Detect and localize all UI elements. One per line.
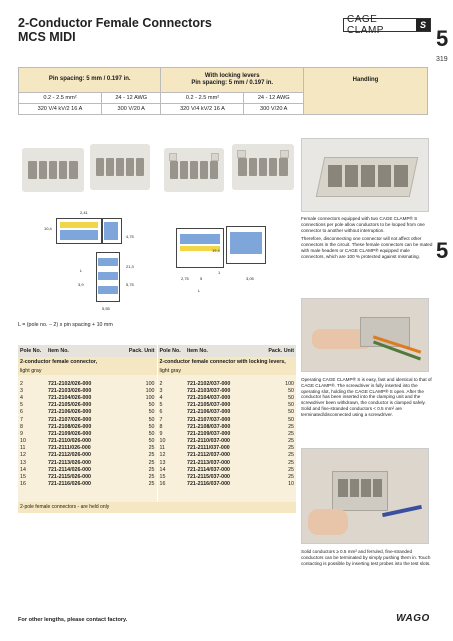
item-no-cell: 721-2102/037-000 [185,380,251,387]
pack-unit-cell: 25 [112,445,157,452]
item-number-table [18,345,296,513]
pack-unit-cell: 100 [112,387,157,394]
wago-logo: WAGO [396,613,430,624]
pack-unit-cell: 25 [251,430,296,437]
pack-unit-cell: 100 [112,394,157,401]
pole-no-cell: 15 [157,473,185,480]
pole-no-cell: 10 [157,438,185,445]
table-row [18,430,296,437]
pack-unit-cell: 50 [251,409,296,416]
item-no-cell: 721-2116/026-000 [46,481,112,488]
pole-no-cell: 11 [157,445,185,452]
pack-unit-cell: 50 [251,394,296,401]
dimension-label: 5 [200,276,203,281]
pole-no-cell: 8 [157,423,185,430]
pole-no-cell: 2 [18,380,46,387]
spec-cell: 300 V/20 A [101,104,161,115]
pole-no-cell: 12 [18,452,46,459]
item-no-cell: 721-2104/037-000 [185,394,251,401]
item-no-cell: 721-2114/026-000 [46,466,112,473]
item-no-cell: 721-2108/026-000 [46,423,112,430]
item-no-cell: 721-2113/026-000 [46,459,112,466]
spec-head-locking [161,68,304,93]
dimension-label: 5,55 [102,306,110,311]
dimension-label: L [198,288,201,293]
col-head-pole: Pole No. [157,345,185,357]
handling-paragraph: Solid conductors ≥ 0.5 mm² and ferruled, fine-stranded conductors can be terminated by simply pushing them in. Touch contacting is possible by inserting test probes into the test slots. [301,549,431,566]
item-no-cell: 721-2103/026-000 [46,387,112,394]
col-head-item: Item No. [185,345,251,357]
pole-no-cell: 3 [157,387,185,394]
spec-cell: 0.2 - 2.5 mm² [19,93,102,104]
spec-cell: 320 V/4 kV/2 16 A [19,104,102,115]
logo-text: CAGE CLAMP [347,14,384,36]
pack-unit-cell: 50 [112,409,157,416]
pack-unit-cell: 50 [112,416,157,423]
col-head-pole: Pole No. [18,345,46,357]
item-no-cell: 721-2108/037-000 [185,423,251,430]
page-title [18,16,212,44]
item-no-cell: 721-2105/026-000 [46,402,112,409]
item-no-cell: 721-2113/037-000 [185,459,251,466]
logo-badge: S [416,19,430,31]
dimension-label: 2,75 [181,276,189,281]
table-row [18,459,296,466]
col-head-item: Item No. [46,345,112,357]
pole-no-cell: 16 [18,481,46,488]
dimension-label: 4,75 [126,234,134,239]
item-no-cell: 721-2112/037-000 [185,452,251,459]
spec-head-locking-line2: Pin spacing: 5 mm / 0.197 in. [191,80,274,86]
table-row [18,466,296,473]
spec-cell: 300 V/20 A [244,104,304,115]
left-subheading-color: light gray [18,366,157,375]
handling-text-1 [301,216,433,263]
pack-unit-cell: 25 [112,452,157,459]
pole-no-cell: 15 [18,473,46,480]
pole-no-cell: 13 [18,459,46,466]
item-no-cell: 721-2109/026-000 [46,430,112,437]
table-row [18,387,296,394]
pole-no-cell: 3 [18,387,46,394]
handling-paragraph: Therefore, disconnecting one connector will not affect other connectors in the circuit. These female connectors can be mated with male headers or CAGE CLAMP® equipped male connectors, which are 100 % protected against mismating. [301,236,433,259]
title-line-2: MCS MIDI [18,30,76,44]
pole-no-cell: 14 [157,466,185,473]
handling-photo-looping [301,138,429,212]
dimension-label: 10,4 [44,226,52,231]
right-subheading-color: light gray [157,366,296,375]
item-no-cell: 721-2102/026-000 [46,380,112,387]
item-no-cell: 721-2103/037-000 [185,387,251,394]
pole-no-cell: 10 [18,438,46,445]
pack-unit-cell: 10 [251,481,296,488]
table-row [18,438,296,445]
pack-unit-cell: 50 [112,402,157,409]
pole-no-cell: 11 [18,445,46,452]
handling-photo-push-in [301,448,429,544]
item-no-cell: 721-2114/037-000 [185,466,251,473]
pole-no-cell: 6 [18,409,46,416]
spec-cell: 320 V/4 kV/2 16 A [161,104,244,115]
col-head-pack: Pack. Unit [251,345,296,357]
pack-unit-cell: 50 [112,430,157,437]
item-no-cell: 721-2107/026-000 [46,416,112,423]
page-number: 319 [436,56,448,63]
dimension-label: 21,3 [126,264,134,269]
pack-unit-cell: 50 [112,438,157,445]
pole-no-cell: 7 [157,416,185,423]
pole-no-cell: 7 [18,416,46,423]
pack-unit-cell: 25 [112,481,157,488]
item-no-cell: 721-2111/026-000 [46,445,112,452]
items-table-footnote: 2-pole female connectors - are held only [18,502,296,513]
handling-paragraph: Operating CAGE CLAMP® S is easy, fast and identical to that of CAGE CLAMP®. The screwdriver is fully inserted into the operating slot, holding the CAGE CLAMP® S open. After the conductor has been inserted into the clamping unit and the screwdriver been withdrawn, the conductor is clamped safely. Solid and fine-stranded conductors < 0.5 mm² are terminated/disconnected using a screwdriver. [301,377,432,417]
pack-unit-cell: 50 [251,416,296,423]
item-no-cell: 721-2110/026-000 [46,438,112,445]
spec-head-handling: Handling [304,68,428,115]
product-photo-connector-1 [22,148,84,192]
item-no-cell: 721-2115/037-000 [185,473,251,480]
item-no-cell: 721-2109/037-000 [185,430,251,437]
pack-unit-cell: 25 [112,466,157,473]
dimension-label: 3,9 [78,282,84,287]
item-no-cell: 721-2105/037-000 [185,402,251,409]
table-row [18,473,296,480]
pack-unit-cell: 100 [251,380,296,387]
pack-unit-cell: 25 [251,473,296,480]
pack-unit-cell: 25 [251,459,296,466]
pack-unit-cell: 25 [112,473,157,480]
spec-head-locking-line1: With locking levers [204,72,260,79]
pack-unit-cell: 25 [251,438,296,445]
pole-no-cell: 5 [18,402,46,409]
spec-head-pin-spacing: Pin spacing: 5 mm / 0.197 in. [19,68,161,93]
dimension-label: L [80,268,83,273]
pack-unit-cell: 25 [251,445,296,452]
table-row [18,452,296,459]
table-row [18,445,296,452]
title-line-1: 2-Conductor Female Connectors [18,16,212,30]
dimension-label: 1 [218,270,221,275]
chapter-tab-number: 5 [436,238,449,263]
item-no-cell: 721-2106/026-000 [46,409,112,416]
pole-no-cell: 13 [157,459,185,466]
item-no-cell: 721-2104/026-000 [46,394,112,401]
handling-text-2 [301,377,433,421]
handling-text-3 [301,549,433,569]
item-no-cell: 721-2111/037-000 [185,445,251,452]
pack-unit-cell: 25 [251,466,296,473]
pole-no-cell: 4 [157,394,185,401]
pack-unit-cell: 25 [112,459,157,466]
pole-no-cell: 14 [18,466,46,473]
handling-paragraph: Female connectors equipped with two CAGE CLAMP® S connections per pole allow conductors to be looped from one connector to another without interruption. [301,216,425,233]
footer-note: For other lengths, please contact factory. [18,617,128,623]
dimension-label: 5,75 [126,282,134,287]
technical-drawing [18,198,293,316]
item-no-cell: 721-2110/037-000 [185,438,251,445]
spec-cell: 24 - 12 AWG [101,93,161,104]
table-row [18,423,296,430]
item-no-cell: 721-2106/037-000 [185,409,251,416]
dimension-label: 3,05 [246,276,254,281]
pole-no-cell: 9 [157,430,185,437]
table-row [18,402,296,409]
item-no-cell: 721-2116/037-000 [185,481,251,488]
item-no-cell: 721-2115/026-000 [46,473,112,480]
pack-unit-cell: 100 [112,380,157,387]
product-photo-connector-2 [90,144,150,190]
pole-no-cell: 9 [18,430,46,437]
spec-cell: 24 - 12 AWG [244,93,304,104]
pack-unit-cell: 25 [251,452,296,459]
handling-photo-screwdriver [301,298,429,372]
right-subheading: 2-conductor female connector with locking levers, [157,357,296,366]
pole-no-cell: 5 [157,402,185,409]
pole-no-cell: 12 [157,452,185,459]
col-head-pack: Pack. Unit [112,345,157,357]
spec-cell: 0.2 - 2.5 mm² [161,93,244,104]
pole-no-cell: 2 [157,380,185,387]
spec-table [18,67,428,115]
table-row [18,394,296,401]
table-row [18,416,296,423]
pack-unit-cell: 25 [251,423,296,430]
chapter-number: 5 [436,26,449,51]
pack-unit-cell: 50 [251,387,296,394]
length-formula: L = (pole no. − 2) x pin spacing + 10 mm [18,322,113,328]
dimension-label: 2,41 [80,210,88,215]
table-row [18,380,296,387]
cage-clamp-logo [343,14,431,36]
pole-no-cell: 6 [157,409,185,416]
item-no-cell: 721-2107/037-000 [185,416,251,423]
product-photo-connector-3 [164,148,224,192]
pack-unit-cell: 50 [112,423,157,430]
left-subheading: 2-conductor female connector, [18,357,157,366]
table-row [18,409,296,416]
pole-no-cell: 4 [18,394,46,401]
item-no-cell: 721-2112/026-000 [46,452,112,459]
product-photo-connector-4 [232,144,294,190]
table-row [18,481,296,488]
dimension-label: 19,4 [212,248,220,253]
pole-no-cell: 16 [157,481,185,488]
pack-unit-cell: 50 [251,402,296,409]
pole-no-cell: 8 [18,423,46,430]
